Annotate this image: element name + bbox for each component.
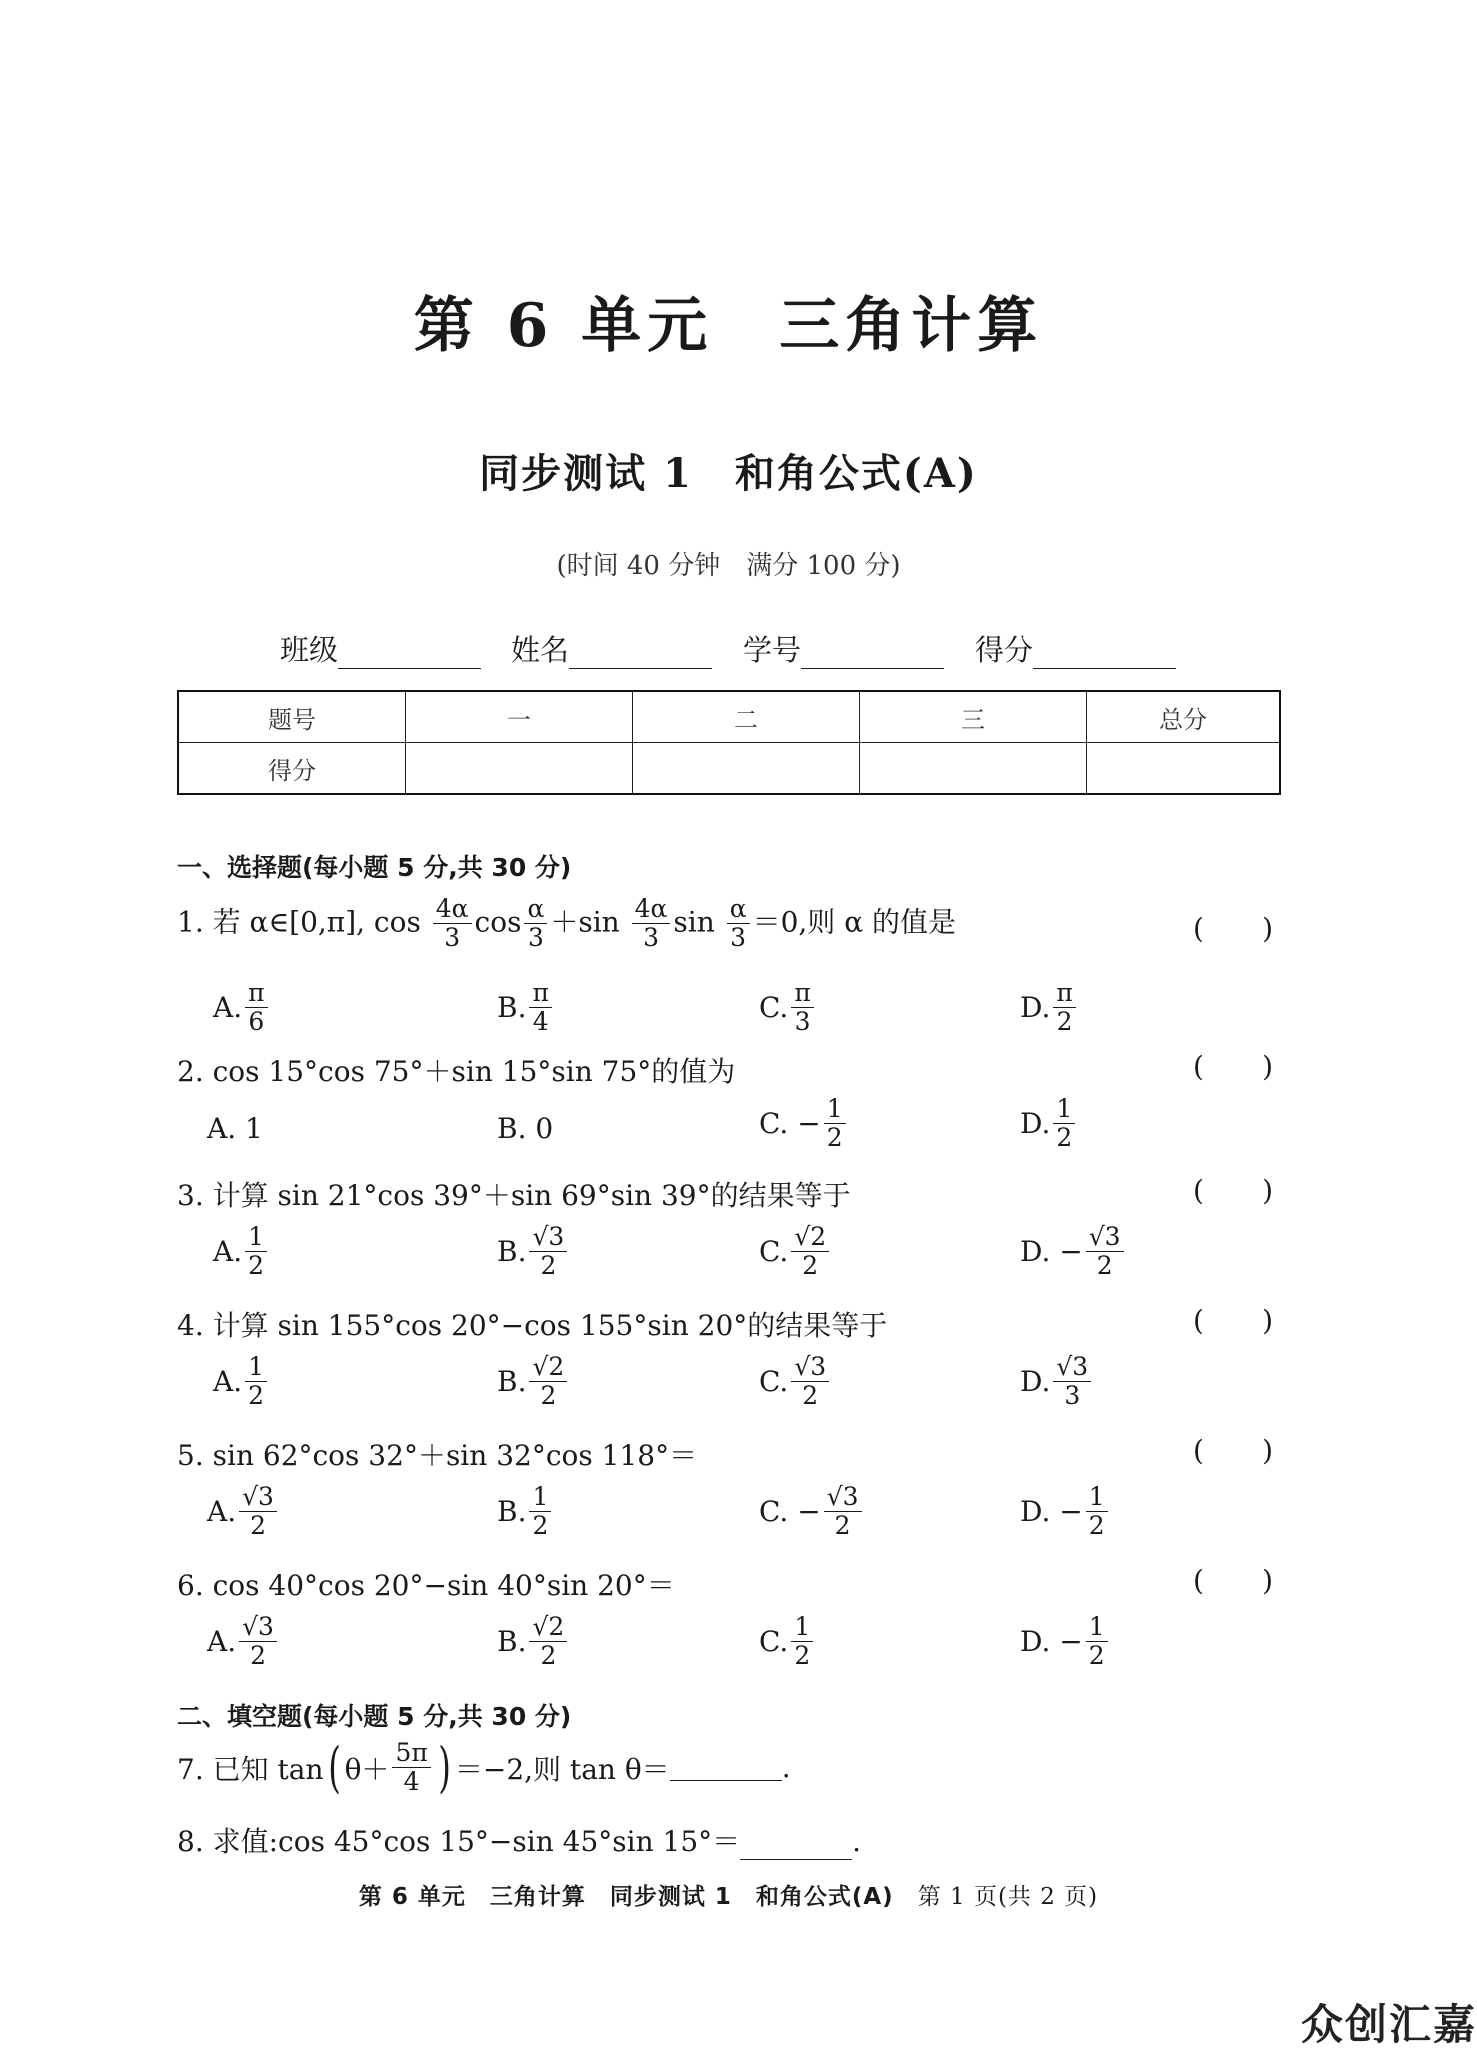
score-cell[interactable] [860,743,1087,795]
row-label-cell: 得分 [178,743,406,795]
score-blank[interactable] [1033,638,1176,669]
fraction: $\frac{\alpha}{3}$ [727,896,750,952]
watermark: 众创汇嘉 [1301,2000,1477,2049]
option-b[interactable]: B. 0 [497,1112,554,1145]
header-cell: 总分 [1087,691,1281,743]
header-cell: 三 [860,691,1087,743]
section-1-heading: 一、选择题(每小题 5 分,共 30 分) [177,853,572,882]
answer-bracket[interactable]: ( ) [1193,1564,1273,1597]
option-c[interactable]: C. $\frac{√3}{2}$ [759,1354,832,1410]
option-b[interactable]: B. $\frac{√2}{2}$ [497,1354,570,1410]
number-field [743,628,944,669]
fraction: $\frac{5\pi}{4}$ [392,1740,430,1796]
fraction: $\frac{\alpha}{3}$ [524,896,547,952]
q1-text: ＝0,则 α 的值是 [752,905,957,939]
paren-glyph: ( [327,1735,341,1799]
q8-text: 8. 求值:cos 45°cos 15°−sin 45°sin 15°＝ [177,1825,741,1858]
header-cell: 一 [406,691,633,743]
name-label: 姓名 [511,633,570,667]
score-cell[interactable] [406,743,633,795]
question-3: 3. 计算 sin 21°cos 39°＋sin 69°sin 39°的结果等于 [177,1179,851,1212]
class-blank[interactable] [338,638,481,669]
option-c[interactable]: C. − $\frac{√3}{2}$ [759,1484,865,1540]
score-table-header-row [178,691,1280,743]
answer-bracket[interactable]: ( ) [1193,1434,1273,1467]
answer-blank[interactable] [740,1833,852,1860]
option-a[interactable]: A. 1 [207,1112,263,1145]
option-c[interactable]: C. $\frac{\pi}{3}$ [759,980,817,1036]
header-cell: 题号 [178,691,406,743]
test-subtitle: 同步测试 1 和角公式(A) [479,450,978,497]
q1-text: cos [474,905,522,939]
option-b[interactable]: B. $\frac{1}{2}$ [497,1484,554,1540]
q1-text: ＋sin [550,905,620,939]
number-blank[interactable] [801,638,944,669]
option-c[interactable]: C. − $\frac{1}{2}$ [759,1096,849,1152]
option-a[interactable]: A. $\frac{\pi}{6}$ [213,980,271,1036]
option-b[interactable]: B. $\frac{√2}{2}$ [497,1614,570,1670]
number-label: 学号 [743,633,802,667]
score-cell[interactable] [633,743,860,795]
answer-blank[interactable] [670,1754,782,1781]
score-table-score-row [178,743,1280,795]
name-blank[interactable] [569,638,712,669]
class-field [280,628,481,669]
option-c[interactable]: C. $\frac{√2}{2}$ [759,1224,832,1280]
question-2: 2. cos 15°cos 75°＋sin 15°sin 75°的值为 [177,1055,736,1088]
paren-glyph: ) [437,1735,451,1799]
option-d[interactable]: D. − $\frac{√3}{2}$ [1020,1224,1127,1280]
question-8: 8. 求值:cos 45°cos 15°−sin 45°sin 15°＝ . [177,1825,862,1858]
q1-text: α∈[0,π], cos [249,905,421,939]
page-footer [0,1878,1457,1911]
option-d[interactable]: D. − $\frac{1}{2}$ [1020,1484,1111,1540]
unit-title: 第 6 单元 三角计算 [413,291,1044,361]
option-b[interactable]: B. $\frac{√3}{2}$ [497,1224,570,1280]
option-d[interactable]: D. $\frac{1}{2}$ [1020,1096,1078,1152]
score-field [975,628,1176,669]
score-cell[interactable] [1087,743,1281,795]
question-5: 5. sin 62°cos 32°＋sin 32°cos 118°＝ [177,1439,698,1472]
option-b[interactable]: B. $\frac{\pi}{4}$ [497,980,555,1036]
question-7: 7. 已知 tan ( θ＋ $\frac{5\pi}{4}$ ) ＝−2,则 tan θ＝ . [177,1735,791,1799]
name-field [511,628,712,669]
question-4: 4. 计算 sin 155°cos 20°−cos 155°sin 20°的结果等于 [177,1309,888,1342]
fraction: $\frac{4\alpha}{3}$ [433,896,472,952]
answer-bracket[interactable]: ( ) [1193,1174,1273,1207]
score-table [177,690,1281,795]
q1-text: 1. 若 [177,905,241,939]
answer-bracket[interactable]: ( ) [1193,1050,1273,1083]
fraction: $\frac{4\alpha}{3}$ [632,896,671,952]
class-label: 班级 [280,633,339,667]
option-d[interactable]: D. $\frac{√3}{3}$ [1020,1354,1094,1410]
page-number: 第 1 页(共 2 页) [917,1884,1099,1910]
option-c[interactable]: C. $\frac{1}{2}$ [759,1614,816,1670]
option-a[interactable]: A. $\frac{1}{2}$ [213,1224,270,1280]
answer-bracket[interactable]: ( ) [1193,1304,1273,1337]
option-a[interactable]: A. $\frac{1}{2}$ [213,1354,270,1410]
footer-title: 第 6 单元 三角计算 同步测试 1 和角公式(A) [358,1884,894,1910]
q7-text: 7. 已知 tan [177,1752,324,1786]
header-cell: 二 [633,691,860,743]
answer-bracket[interactable]: ( ) [1193,912,1273,945]
score-label: 得分 [975,633,1034,667]
question-1 [177,896,956,952]
option-d[interactable]: D. $\frac{\pi}{2}$ [1020,980,1079,1036]
option-a[interactable]: A. $\frac{√3}{2}$ [207,1484,280,1540]
option-d[interactable]: D. − $\frac{1}{2}$ [1020,1614,1111,1670]
q1-text: sin [673,905,715,939]
time-info: (时间 40 分钟 满分 100 分) [556,551,901,581]
q7-text: θ＋ [344,1752,390,1786]
option-a[interactable]: A. $\frac{√3}{2}$ [207,1614,280,1670]
section-2-heading: 二、填空题(每小题 5 分,共 30 分) [177,1702,572,1731]
question-6: 6. cos 40°cos 20°−sin 40°sin 20°＝ [177,1569,675,1602]
q7-text: ＝−2,则 tan θ＝ [454,1752,670,1786]
